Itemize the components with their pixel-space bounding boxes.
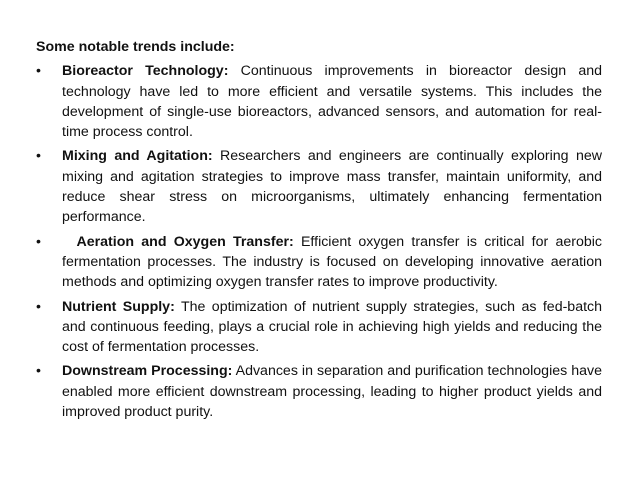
item-text: Efficient oxygen transfer is critical for aerobic fermentation processes. The industry is focused on developing innovative aeration methods and optimizing oxygen transfer rates to improve productivity. <box>62 233 602 291</box>
list-item-downstream-processing <box>36 361 602 422</box>
item-title: Bioreactor Technology: <box>62 63 229 80</box>
item-text: Continuous improvements in bioreactor design and technology have led to more efficient and versatile systems. This includes the development of single-use bioreactors, advanced sensors, and automation for real-time process control. <box>62 63 602 141</box>
bullet-icon: • <box>36 363 41 380</box>
item-text: Researchers and engineers are continually exploring new mixing and agitation strategies to improve mass transfer, maintain uniformity, and reduce shear stress on microorganisms, ultimately enhancing fermentation performance. <box>62 148 602 226</box>
bullet-icon: • <box>36 298 41 315</box>
trend-list <box>36 61 602 422</box>
list-item-bioreactor-technology <box>36 61 602 142</box>
list-item-mixing-and-agitation <box>36 146 602 227</box>
item-text: The optimization of nutrient supply strategies, such as fed-batch and continuous feeding, plays a crucial role in achieving high yields and reducing the cost of fermentation processes. <box>62 298 603 356</box>
item-title: Downstream Processing: <box>62 363 233 380</box>
bullet-icon: • <box>36 233 41 250</box>
bullet-icon: • <box>36 148 41 165</box>
list-item-nutrient-supply <box>36 297 602 358</box>
item-title: Mixing and Agitation: <box>62 148 213 165</box>
item-title: Nutrient Supply: <box>62 298 175 315</box>
item-text: Advances in separation and purification technologies have enabled more efficient downstream processing, leading to higher product yields and improved product purity. <box>62 363 602 421</box>
section-heading: Some notable trends include: <box>36 39 235 55</box>
bullet-icon: • <box>36 63 41 80</box>
slide-content <box>36 37 602 426</box>
item-title: Aeration and Oxygen Transfer: <box>76 233 294 250</box>
list-item-aeration-and-oxygen-transfer <box>36 232 602 293</box>
